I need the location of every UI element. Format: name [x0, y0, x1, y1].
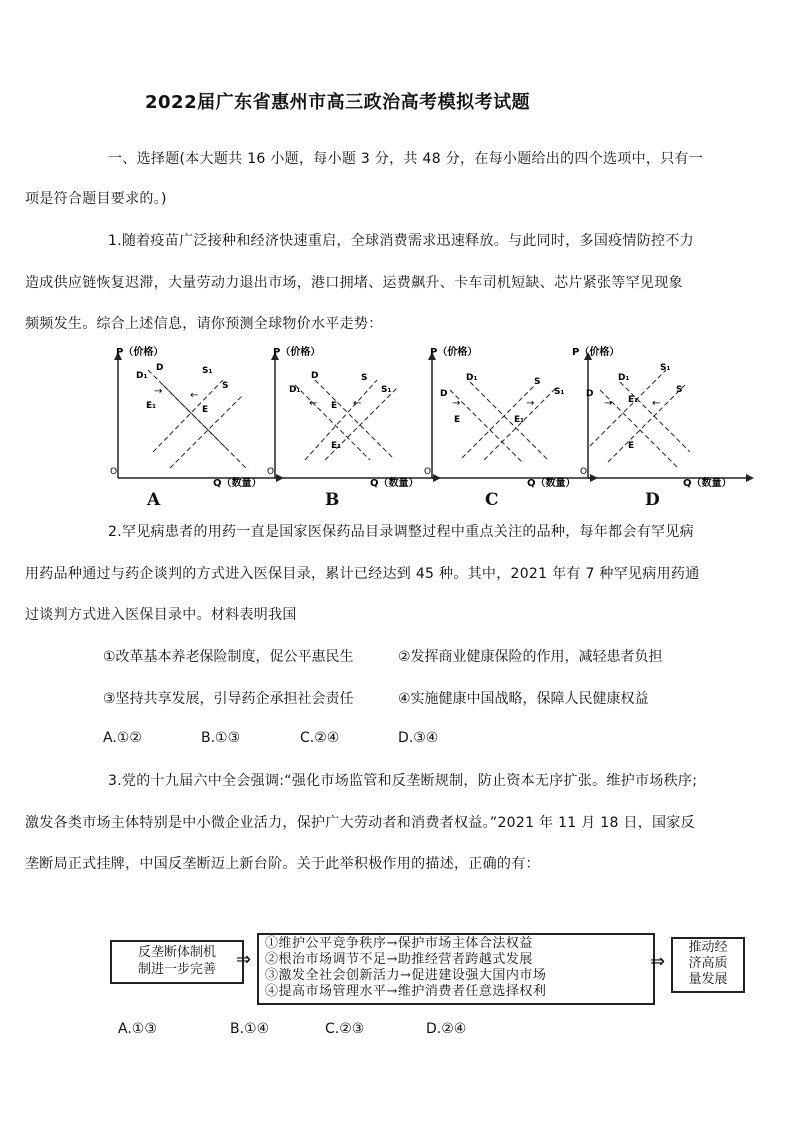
q3-option-a[interactable]: A.①③: [118, 1021, 157, 1037]
q2-option-c[interactable]: C.②④: [300, 730, 340, 746]
q1-stem-line3: 频频发生。综合上述信息，请你预测全球物价水平走势：: [25, 316, 383, 332]
graph-a-origin: O: [110, 467, 118, 477]
svg-text:E₁: E₁: [628, 395, 639, 405]
q3-stem-line3: 垄断局正式挂牌，中国反垄断迈上新台阶。关于此举积极作用的描述，正确的有：: [25, 856, 540, 872]
q2-option-a[interactable]: A.①②: [103, 730, 142, 746]
svg-text:S: S: [222, 381, 229, 391]
svg-text:E₁: E₁: [331, 441, 342, 451]
flow-item-4: ④提高市场管理水平→维护消费者任意选择权利: [265, 984, 547, 999]
graph-a-q-label: Q（数量）: [213, 478, 262, 489]
svg-text:←: ←: [190, 390, 199, 401]
svg-text:←: ←: [309, 398, 318, 409]
svg-text:D₁: D₁: [289, 385, 301, 395]
svg-text:E₁: E₁: [514, 415, 525, 425]
q3-option-d[interactable]: D.②④: [426, 1021, 467, 1037]
graph-c-label: C: [485, 490, 499, 510]
graph-a-p-label: P（价格）: [116, 347, 164, 358]
svg-text:E: E: [628, 441, 635, 451]
q2-option-d[interactable]: D.③④: [398, 730, 439, 746]
q3-stem-line2: 激发各类市场主体特别是中小微企业活力，保护广大劳动者和消费者权益。”2021 年 11 月 18 日，国家反: [25, 815, 695, 831]
svg-text:S₁: S₁: [660, 363, 671, 373]
svg-text:E: E: [454, 415, 461, 425]
svg-text:D: D: [586, 389, 594, 399]
graph-c-p-label: P（价格）: [430, 347, 478, 358]
svg-text:E: E: [202, 405, 209, 415]
graph-c-origin: O: [424, 467, 432, 477]
svg-text:S₁: S₁: [554, 387, 565, 397]
q1-stem-line2: 造成供应链恢复迟滞，大量劳动力退出市场，港口拥堵、运费飙升、卡车司机短缺、芯片紧张等罕见现象: [25, 275, 683, 291]
svg-text:D: D: [311, 371, 319, 381]
graph-c-q-label: Q（数量）: [527, 478, 576, 489]
q3-stem-line1: 3.党的十九届六中全会强调:“强化市场监管和反垄断规制，防止资本无序扩张。维护市场秩序;: [108, 773, 698, 789]
q2-statement-2: ②发挥商业健康保险的作用，减轻患者负担: [398, 649, 663, 665]
graph-d-origin: O: [580, 467, 588, 477]
svg-text:S: S: [534, 377, 541, 387]
graph-a-label: A: [147, 490, 161, 510]
flow-box-middle: [257, 933, 655, 1005]
q1-stem-line1: 1.随着疫苗广泛接种和经济快速重启，全球消费需求迅速释放。与此同时，多国疫情防控不力: [108, 233, 694, 249]
graph-b-origin: O: [267, 467, 275, 477]
graph-d-q-label: Q（数量）: [683, 478, 732, 489]
graph-b-p-label: P（价格）: [273, 347, 321, 358]
svg-text:E₁: E₁: [146, 401, 157, 411]
svg-text:←: ←: [353, 398, 362, 409]
q3-option-b[interactable]: B.①④: [230, 1021, 270, 1037]
svg-text:D: D: [440, 389, 448, 399]
flow-arrow-1: ⇒: [236, 949, 252, 970]
flow-item-1: ①维护公平竞争秩序→保护市场主体合法权益: [265, 936, 533, 951]
section-instruction-line2: 项是符合题目要求的。): [25, 191, 167, 207]
flow-box-left: 反垄断体制机 制进一步完善: [110, 940, 244, 984]
svg-text:D₁: D₁: [136, 371, 148, 381]
q2-statement-3: ③坚持共享发展，引导药企承担社会责任: [103, 691, 354, 707]
svg-text:S: S: [361, 373, 368, 383]
graph-b-q-label: Q（数量）: [370, 478, 419, 489]
q2-stem-line1: 2.罕见病患者的用药一直是国家医保药品目录调整过程中重点关注的品种，每年都会有罕见病: [108, 524, 694, 540]
svg-text:S: S: [676, 385, 683, 395]
q2-stem-line3: 过谈判方式进入医保目录中。材料表明我国: [25, 607, 297, 623]
svg-text:D₁: D₁: [466, 373, 478, 383]
graph-b: [265, 340, 448, 490]
graph-d-label: D: [645, 490, 660, 510]
q2-statement-1: ①改革基本养老保险制度，促公平惠民生: [103, 649, 354, 665]
graph-d-p-label: P（价格）: [572, 347, 620, 358]
flow-arrow-2: ⇒: [650, 951, 666, 972]
svg-text:S₁: S₁: [381, 385, 392, 395]
svg-text:→: →: [154, 386, 163, 397]
svg-text:→: →: [604, 398, 613, 409]
q2-statement-4: ④实施健康中国战略，保障人民健康权益: [398, 691, 649, 707]
flow-box-right: 推动经 济高质 量发展: [671, 937, 745, 993]
q2-option-b[interactable]: B.①③: [201, 730, 241, 746]
graph-a: [108, 340, 288, 490]
svg-text:D₁: D₁: [618, 373, 630, 383]
svg-text:→: →: [526, 398, 535, 409]
flow-item-2: ②根治市场调节不足→助推经营者跨越式发展: [265, 952, 533, 967]
svg-text:E: E: [331, 401, 338, 411]
q3-option-c[interactable]: C.②③: [325, 1021, 365, 1037]
graph-d: [572, 340, 758, 490]
svg-text:D: D: [156, 363, 164, 373]
graph-b-label: B: [325, 490, 340, 510]
graph-c: [422, 340, 602, 490]
svg-text:S₁: S₁: [202, 366, 213, 376]
flow-item-3: ③激发全社会创新活力→促进建设强大国内市场: [265, 968, 547, 983]
q2-stem-line2: 用药品种通过与药企谈判的方式进入医保目录，累计已经达到 45 种。其中，2021 年有 7 种罕见病用药通: [25, 566, 700, 582]
svg-text:→: →: [452, 398, 461, 409]
svg-text:←: ←: [652, 398, 661, 409]
page-title: 2022届广东省惠州市高三政治高考模拟考试题: [145, 92, 531, 113]
section-instruction-line1: 一、选择题(本大题共 16 小题，每小题 3 分，共 48 分，在每小题给出的四个选项中，只有一: [108, 151, 704, 167]
